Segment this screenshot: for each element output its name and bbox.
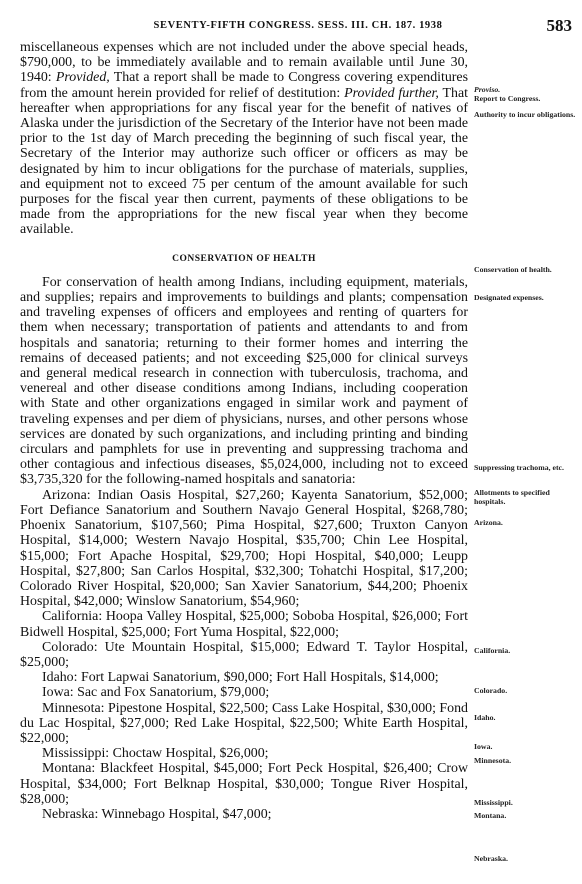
margin-note-allotments: Allotments to specified hospitals.	[474, 488, 550, 506]
intro-paragraph	[20, 40, 468, 238]
margin-report-to-congress: Report to Congress.	[474, 94, 541, 103]
state-allotments: Choctaw Hospital, $26,000;	[109, 746, 269, 762]
margin-note-proviso	[474, 85, 578, 103]
margin-note-iowa: Iowa.	[474, 742, 493, 751]
state-name: Colorado:	[42, 639, 98, 655]
margin-note-arizona: Arizona.	[474, 518, 503, 527]
margin-note-idaho: Idaho.	[474, 713, 496, 722]
margin-note-colorado: Colorado.	[474, 686, 508, 695]
state-allotments: Blackfeet Hospital, $45,000; Fort Peck Hospital, $26,400; Crow Hospital, $34,000; Fort Belknap Hospital, $30,000; Tongue River Hospital, $28,000;	[20, 761, 468, 807]
state-name: Minnesota:	[42, 700, 105, 716]
conservation-paragraph: For conservation of health among Indians, including equipment, materials, and supplies; repairs and improvements to buildings and plants; compensation and traveling expenses of officers and employees and renting of quarters for them when necessary; transportation of patients and attendants to and from hospitals and sanatoria; returning to their former homes and interring the remains of deceased patients; and not exceeding $25,000 for clinical surveys and general medical research in connection with tuberculosis, trachoma, and venereal and other disease conditions among Indians, including cooperation with State and other organizations engaged in similar work and payment of traveling expenses and per diem of physicians, nurses, and other persons whose services are donated by such organizations, and including printing and binding circulars and pamphlets for use in preventing and suppressing trachoma and other contagious and infectious diseases, $5,024,000, including not to exceed $3,735,320 for the following-named hospitals and sanatoria:	[20, 274, 468, 488]
state-minnesota	[20, 701, 468, 747]
state-allotments: Pipestone Hospital, $22,500; Cass Lake Hospital, $30,000; Fond du Lac Hospital, $27,000; Red Lake Hospital, $22,500; White Earth Hospital, $22,000;	[20, 700, 468, 746]
state-allotments: Indian Oasis Hospital, $27,260; Kayenta Sanatorium, $52,000; Fort Defiance Sanatorium and Southern Navajo General Hospital, $268,780; Phoenix Sanatorium, $107,560; Pima Hospital, $27,600; Truxton Canyon Hospital, $14,000; Western Navajo Hospital, $35,700; Chin Lee Hospital, $15,000; Fort Apache Hospital, $29,700; Hopi Hospital, $40,000; Leupp Hospital, $27,800; San Carlos Hospital, $32,300; Tohatchi Hospital, $17,200; Colorado River Hospital, $20,000; San Xavier Sanatorium, $44,200; Phoenix Hospital, $42,000; Winslow Sanatorium, $54,960;	[20, 487, 468, 610]
margin-proviso-title: Proviso.	[474, 85, 501, 94]
state-name: Mississippi:	[42, 746, 110, 762]
state-name: Iowa:	[42, 685, 74, 701]
page-number: 583	[546, 16, 572, 35]
state-name: Idaho:	[42, 670, 78, 686]
state-allotments: Sac and Fox Sanatorium, $79,000;	[73, 685, 270, 701]
state-montana	[20, 761, 468, 807]
margin-note-mississippi: Mississippi.	[474, 798, 513, 807]
state-allotments: Winnebago Hospital, $47,000;	[98, 806, 272, 822]
state-name: California:	[42, 609, 103, 625]
state-name: Arizona:	[42, 487, 91, 503]
state-idaho	[20, 670, 468, 685]
state-iowa	[20, 685, 468, 700]
margin-note-california: California.	[474, 646, 511, 655]
margin-note-authority: Authority to incur obligations.	[474, 110, 576, 119]
margin-note-nebraska: Nebraska.	[474, 854, 509, 863]
intro-text-3: That hereafter when appropriations for any fiscal year for the benefit of natives of Alaska under the jurisdiction of the Secretary of the Interior have not been made prior to the 1st day of March preceding the beginning of such fiscal year, the Secretary of the Interior may authorize such officer or officers as may be designated by him to incur obligations for the purchase of materials, supplies, and equipment not to exceed 75 per centum of the amount available for such purposes for the fiscal year then current, payments of these obligations to be made from the appropriations for the new fiscal year when they become available.	[20, 85, 468, 238]
proviso-further-word: Provided further,	[344, 85, 439, 101]
running-head: SEVENTY-FIFTH CONGRESS. SESS. III. CH. 187. 1938	[153, 20, 443, 31]
proviso-word: Provided,	[55, 70, 110, 86]
state-arizona	[20, 488, 468, 610]
state-nebraska	[20, 807, 468, 822]
state-california	[20, 609, 468, 639]
margin-note-designated: Designated expenses.	[474, 293, 544, 302]
intro-text-1: miscellaneous expenses which are not included under the above special heads, $790,000, to be immediately available and to remain available until June 30, 1940:	[20, 40, 468, 86]
state-name: Nebraska:	[42, 806, 99, 822]
state-allotments: Fort Lapwai Sanatorium, $90,000; Fort Hall Hospitals, $14,000;	[77, 670, 439, 686]
state-colorado	[20, 640, 468, 670]
margin-note-trachoma: Suppressing trachoma, etc.	[474, 463, 564, 472]
main-text-column	[20, 40, 468, 822]
state-allotments: Hoopa Valley Hospital, $25,000; Soboba Hospital, $26,000; Fort Bidwell Hospital, $25,000; Fort Yuma Hospital, $22,000;	[20, 609, 468, 640]
state-mississippi	[20, 746, 468, 761]
margin-note-conservation: Conservation of health.	[474, 265, 552, 274]
section-title: CONSERVATION OF HEALTH	[172, 253, 316, 264]
state-name: Montana:	[42, 761, 96, 777]
margin-note-montana: Montana.	[474, 811, 507, 820]
state-allotments: Ute Mountain Hospital, $15,000; Edward T. Taylor Hospital, $25,000;	[20, 639, 468, 670]
page-header	[0, 18, 582, 38]
intro-text-2: That a report shall be made to Congress covering expenditures from the amount herein provided for relief of destitution:	[20, 70, 469, 101]
margin-note-minnesota: Minnesota.	[474, 756, 512, 765]
